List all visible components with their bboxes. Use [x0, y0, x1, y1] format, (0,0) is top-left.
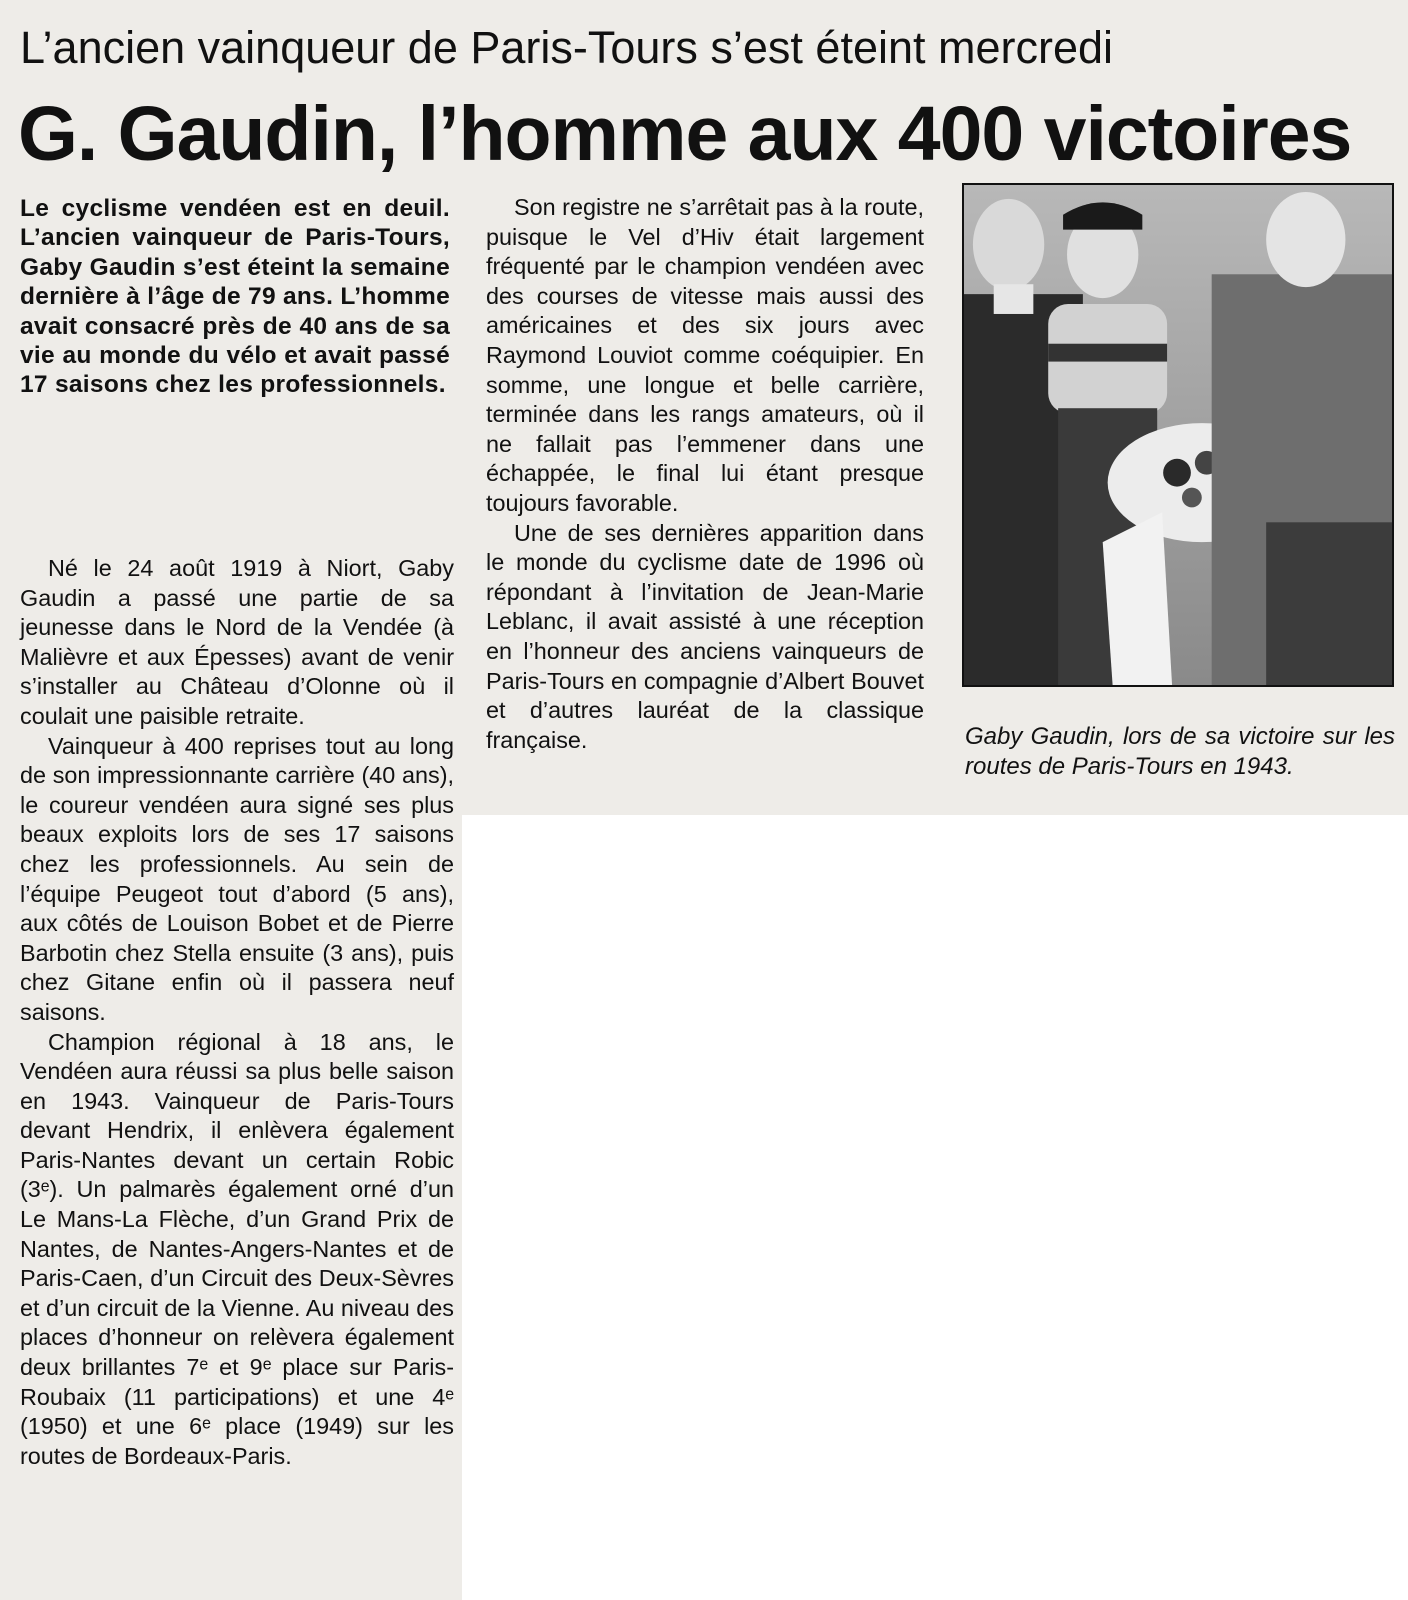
paragraph: Champion régional à 18 ans, le Vendéen aura réussi sa plus belle saison en 1943. Vainqueur de Paris-Tours devant Hendrix, il enlèvera également Paris-Nantes devant un certain Robic (3ᵉ). Un palmarès également orné d’un Le Mans-La Flèche, d’un Grand Prix de Nantes, de Nantes-Angers-Nantes et de Paris-Caen, d’un Circuit des Deux-Sèvres et d’un circuit de la Vienne. Au niveau des places d’honneur on relèvera également deux brillantes 7ᵉ et 9ᵉ place sur Paris-Roubaix (11 participations) et une 4ᵉ (1950) et une 6ᵉ place (1949) sur les routes de Bordeaux-Paris. [20, 1028, 454, 1469]
article-column-1 [20, 554, 454, 1471]
photo-illustration [964, 185, 1392, 685]
article-column-2 [486, 193, 924, 755]
paragraph: Une de ses dernières apparition dans le monde du cyclisme date de 1996 où répondant à l’invitation de Jean-Marie Leblanc, il avait assisté à une réception en l’honneur des anciens vainqueurs de Paris-Tours en compagnie d’Albert Bouvet et d’autres lauréat de la classique française. [486, 519, 924, 753]
paragraph: Vainqueur à 400 reprises tout au long de son impressionnante carrière (40 ans), le coureur vendéen aura signé ses plus beaux exploits lors de ses 17 saisons chez les professionnels. Au sein de l’équipe Peugeot tout d’abord (5 ans), aux côtés de Louison Bobet et de Pierre Barbotin chez Stella ensuite (3 ans), puis chez Gitane enfin où il passera neuf saisons. [20, 732, 454, 1025]
article-lead: Le cyclisme vendéen est en deuil. L’ancien vainqueur de Paris-Tours, Gaby Gaudin s’est éteint la semaine dernière à l’âge de 79 ans. L’homme avait consacré près de 40 ans de sa vie au monde du vélo et avait passé 17 saisons chez les professionnels. [20, 195, 450, 399]
article-photo [962, 183, 1394, 687]
article-headline: G. Gaudin, l’homme aux 400 victoires [18, 91, 1352, 177]
paragraph: Né le 24 août 1919 à Niort, Gaby Gaudin a passé une partie de sa jeunesse dans le Nord de la Vendée (à Malièvre et aux Épesses) avant de venir s’installer au Château d’Olonne où il coulait une paisible retraite. [20, 555, 454, 729]
article-kicker: L’ancien vainqueur de Paris-Tours s’est éteint mercredi [20, 22, 1114, 73]
photo-caption: Gaby Gaudin, lors de sa victoire sur les routes de Paris-Tours en 1943. [965, 723, 1395, 780]
paragraph: Son registre ne s’arrêtait pas à la route, puisque le Vel d’Hiv était largement fréquenté par le champion vendéen avec des courses de vitesse mais aussi des américaines et des six jours avec Raymond Louviot comme coéquipier. En somme, une longue et belle carrière, terminée dans les rangs amateurs, où il ne fallait pas l’emmener dans une échappée, le final lui étant presque toujours favorable. [486, 194, 924, 516]
